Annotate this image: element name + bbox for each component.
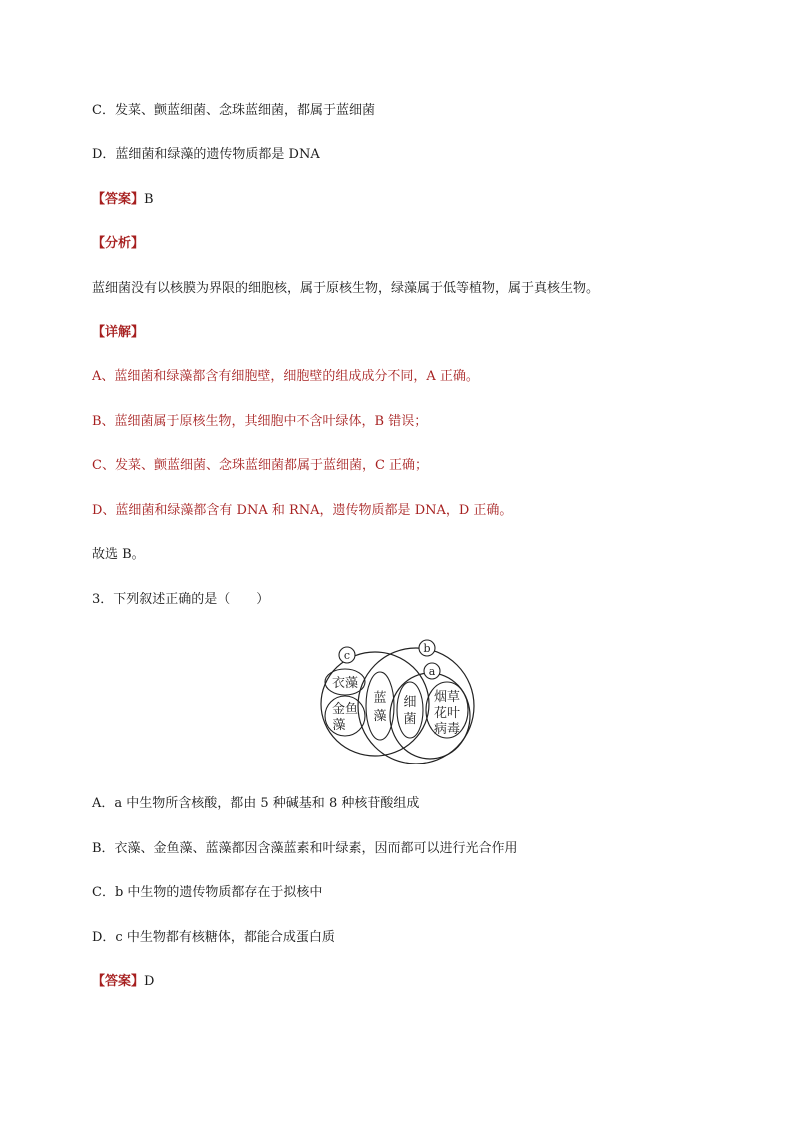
- ellipse-xijun: [397, 682, 423, 738]
- text-yizao: 衣藻: [331, 676, 359, 691]
- answer-label-q3: 【答案】: [92, 974, 145, 989]
- detail-line-a: A、蓝细菌和绿藻都含有细胞壁，细胞壁的组成成分不同，A 正确。: [92, 369, 479, 384]
- option-d-prev: D．蓝细菌和绿藻的遗传物质都是 DNA: [92, 147, 320, 162]
- detail-label: 【详解】: [92, 325, 145, 340]
- answer-value-q3: D: [144, 974, 155, 989]
- analysis-text: 蓝细菌没有以核膜为界限的细胞核，属于原核生物，绿藻属于低等植物，属于真核生物。: [92, 281, 600, 296]
- text-lanzao-2: 藻: [373, 709, 387, 724]
- detail-line-d: D、蓝细菌和绿藻都含有 DNA 和 RNA，遗传物质都是 DNA，D 正确。: [92, 503, 513, 518]
- label-b: b: [423, 642, 431, 655]
- label-a: a: [428, 665, 436, 678]
- ellipse-lanzao: [366, 672, 394, 740]
- option-b: B．衣藻、金鱼藻、蓝藻都因含藻蓝素和叶绿素，因而都可以进行光合作用: [92, 841, 518, 856]
- text-jinyuzao-2: 藻: [332, 718, 346, 733]
- text-xijun-1: 细: [403, 695, 417, 710]
- analysis-label: 【分析】: [92, 236, 145, 251]
- detail-line-c: C、发菜、颤蓝细菌、念珠蓝细菌都属于蓝细菌，C 正确；: [92, 458, 429, 473]
- answer-prev: [92, 192, 154, 208]
- text-jinyuzao-1: 金鱼: [331, 702, 359, 717]
- option-c: C．b 中生物的遗传物质都存在于拟核中: [92, 885, 323, 900]
- detail-line-b: B、蓝细菌属于原核生物，其细胞中不含叶绿体，B 错误；: [92, 414, 428, 429]
- label-c: c: [343, 649, 351, 662]
- text-bingdu-2: 花叶: [433, 706, 461, 721]
- text-bingdu-1: 烟草: [433, 690, 461, 705]
- answer-q3: [92, 974, 154, 990]
- text-lanzao-1: 蓝: [373, 691, 387, 706]
- text-xijun-2: 菌: [403, 712, 417, 727]
- answer-label: 【答案】: [92, 192, 145, 207]
- text-bingdu-3: 病毒: [433, 722, 461, 737]
- question3-stem: 3．下列叙述正确的是（ ）: [92, 592, 270, 607]
- venn-svg: [318, 638, 480, 764]
- option-d: D．c 中生物都有核糖体，都能合成蛋白质: [92, 930, 335, 945]
- venn-diagram: [318, 638, 480, 764]
- conclusion: 故选 B。: [92, 547, 145, 562]
- answer-value: B: [144, 192, 154, 207]
- option-c-prev: C．发菜、颤蓝细菌、念珠蓝细菌，都属于蓝细菌: [92, 103, 375, 118]
- option-a: A．a 中生物所含核酸，都由 5 种碱基和 8 种核苷酸组成: [92, 796, 420, 811]
